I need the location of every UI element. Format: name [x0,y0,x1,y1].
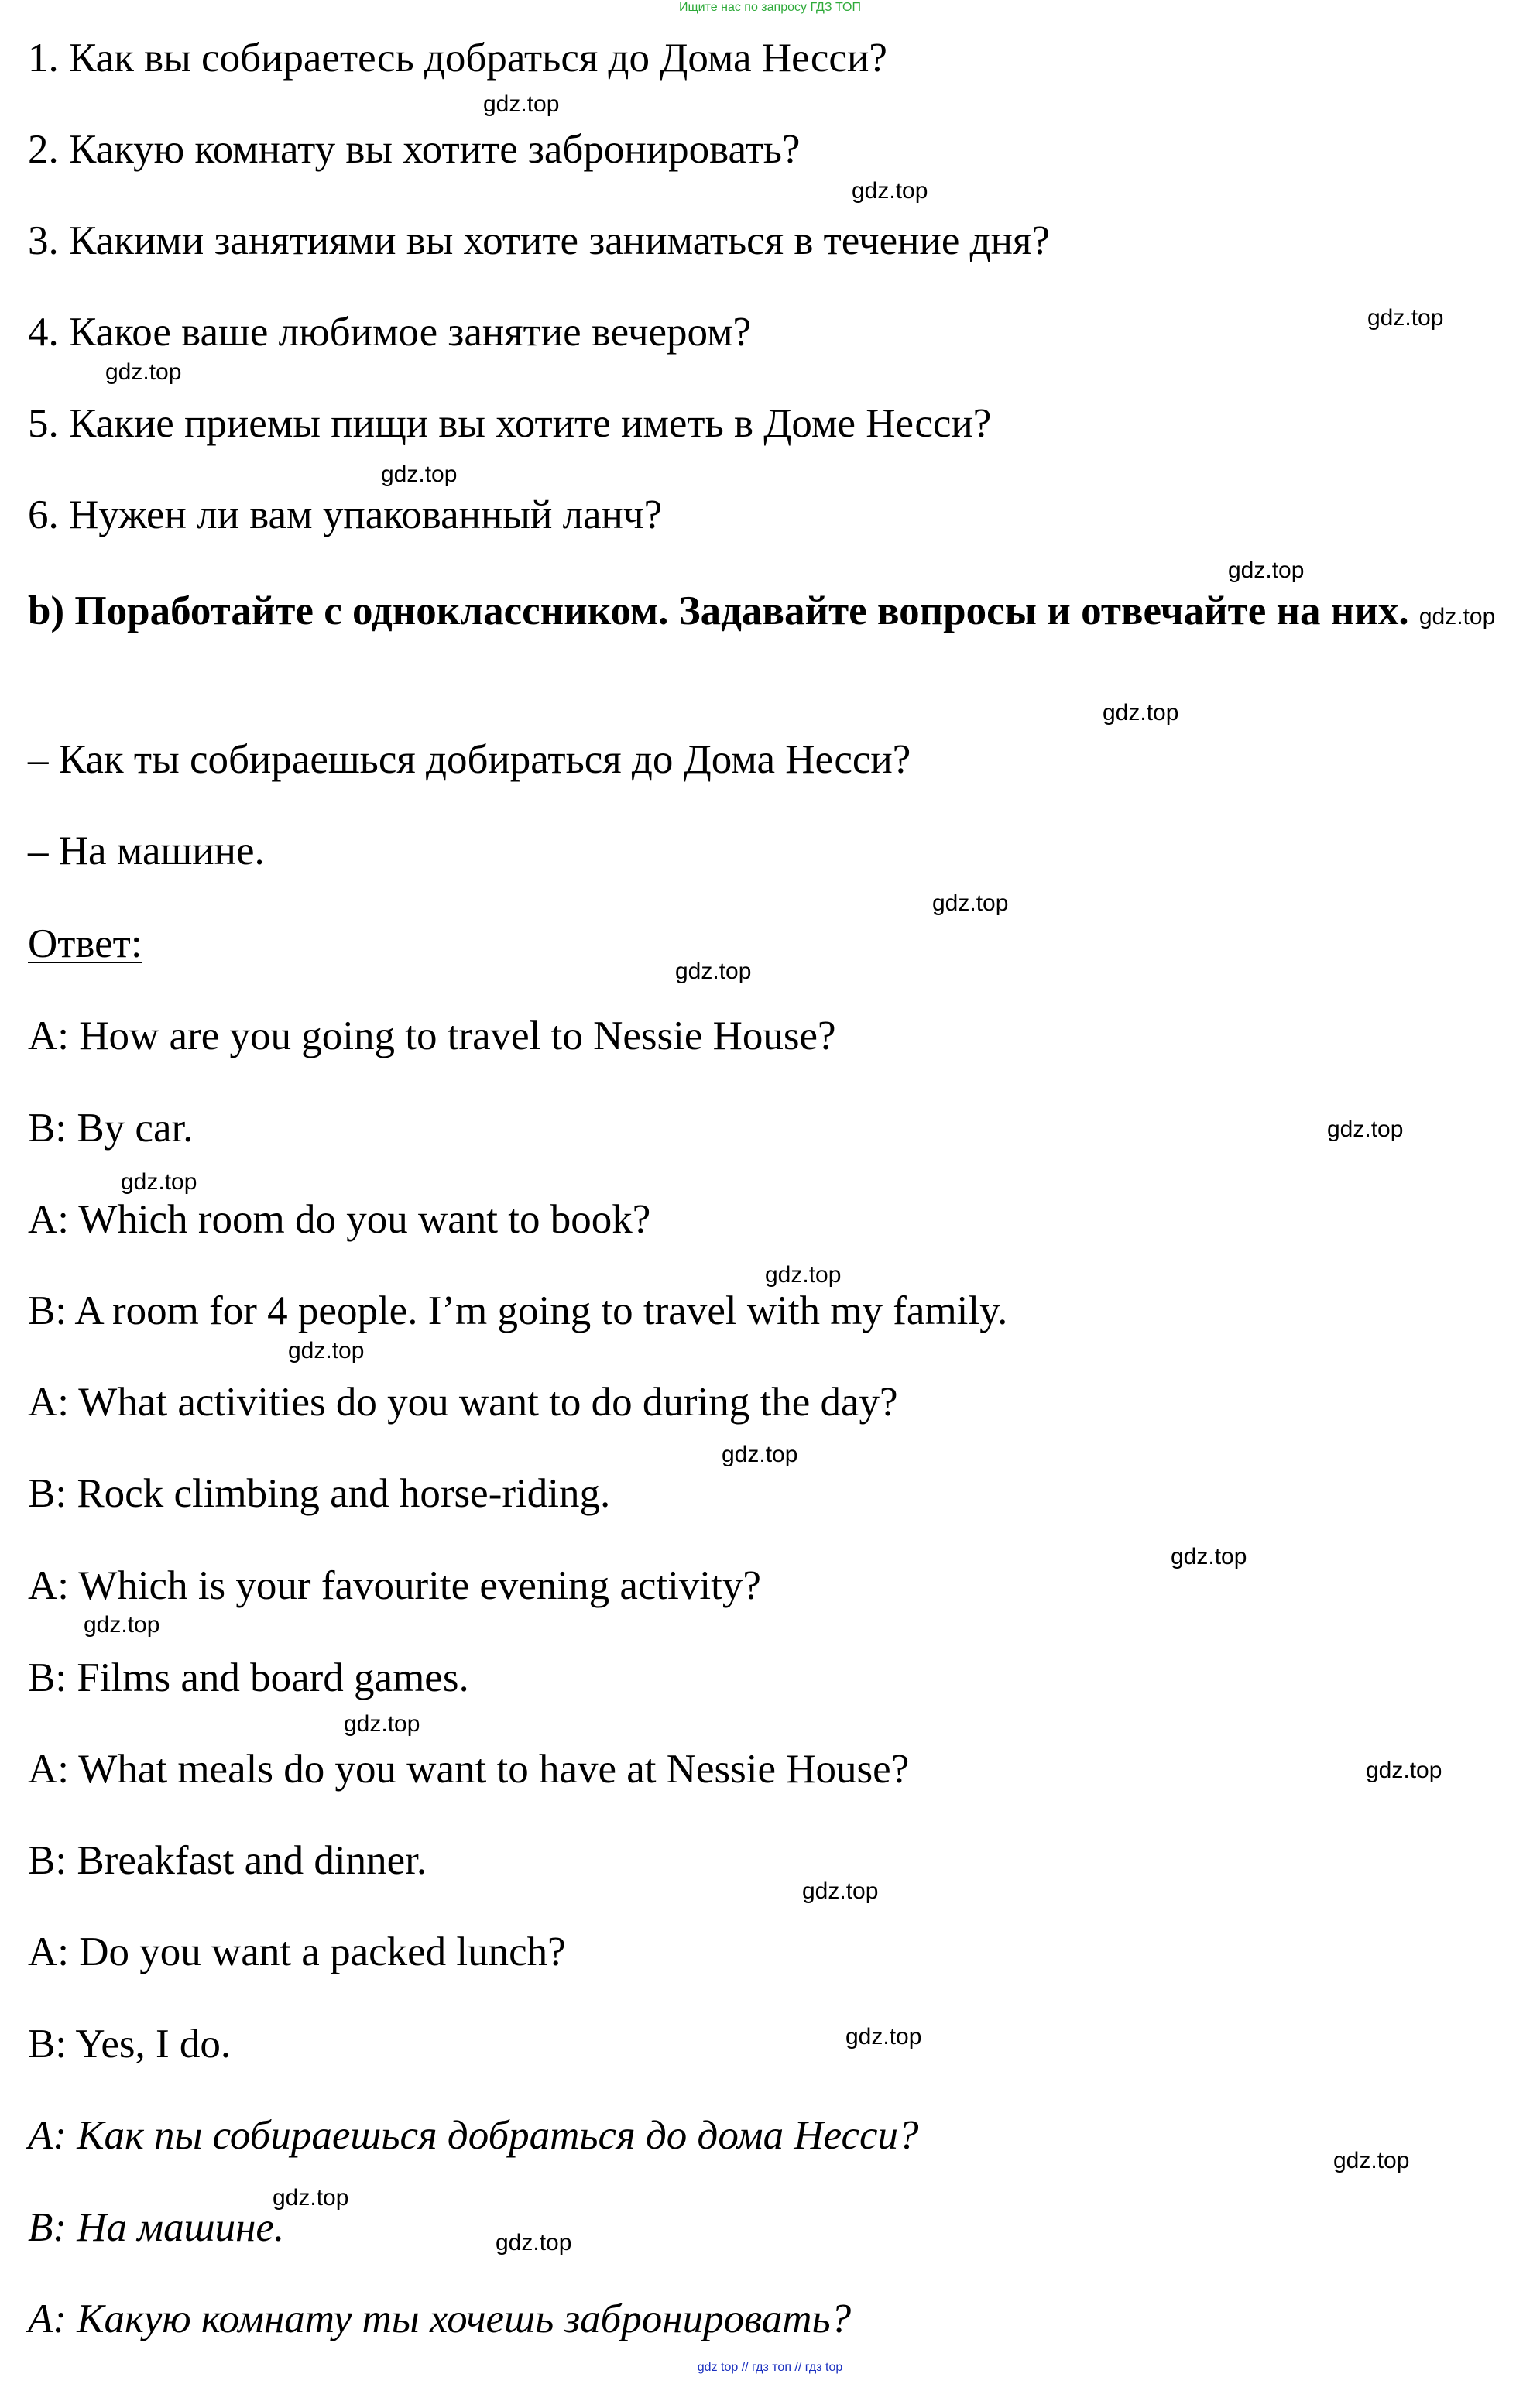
question-4: 4. Какое ваше любимое занятие вечером? [28,310,752,355]
watermark: gdz.top [802,1878,879,1904]
question-2: 2. Какую комнату вы хотите забронировать? [28,127,801,172]
dialogue-en-7: A: Which is your favourite evening activity? [28,1563,761,1608]
question-3: 3. Какими занятиями вы хотите заниматься в течение дня? [28,218,1050,263]
bottom-promo-note: gdz top // гдз топ // гдз top [697,2361,843,2374]
watermark: gdz.top [105,359,182,385]
dialogue-en-2: B: By car. [28,1106,194,1151]
example-question: – Как ты собираешься добираться до Дома Несси? [28,737,911,782]
dialogue-en-5: A: What activities do you want to do during the day? [28,1380,898,1425]
watermark: gdz.top [675,959,752,984]
dialogue-en-11: A: Do you want a packed lunch? [28,1929,566,1974]
watermark: gdz.top [483,91,560,117]
dialogue-en-1: A: How are you going to travel to Nessie House? [28,1014,836,1058]
watermark: gdz.top [344,1711,420,1737]
watermark: gdz.top [722,1442,798,1467]
watermark: gdz.top [84,1612,160,1638]
watermark: gdz.top [932,890,1009,916]
question-6: 6. Нужен ли вам упакованный ланч? [28,492,663,537]
dialogue-en-3: A: Which room do you want to book? [28,1197,651,1242]
dialogue-ru-2: В: На машине. [28,2205,285,2250]
top-promo-note: Ищите нас по запросу ГДЗ ТОП [679,1,861,14]
watermark: gdz.top [1366,1758,1442,1783]
task-b-heading [28,581,1530,647]
watermark: gdz.top [381,461,458,487]
dialogue-ru-1: А: Как пы собираешься добраться до дома Несси? [28,2113,919,2158]
dialogue-en-9: A: What meals do you want to have at Nessie House? [28,1747,910,1792]
task-b-text: b) Поработайте с одноклассником. Задавайте вопросы и отвечайте на них. [28,588,1409,633]
watermark: gdz.top [852,178,928,204]
answer-label: Ответ: [28,921,142,966]
watermark: gdz.top [1228,557,1305,583]
dialogue-ru-3: А: Какую комнату ты хочешь забронировать? [28,2297,852,2341]
dialogue-en-10: B: Breakfast and dinner. [28,1838,427,1883]
watermark: gdz.top [1333,2148,1410,2173]
watermark: gdz.top [1171,1544,1247,1569]
watermark: gdz.top [1103,700,1179,725]
dialogue-en-8: B: Films and board games. [28,1655,469,1700]
watermark: gdz.top [121,1169,197,1195]
dialogue-en-12: B: Yes, I do. [28,2022,232,2067]
question-5: 5. Какие приемы пищи вы хотите иметь в Доме Несси? [28,401,992,446]
watermark-inline: gdz.top [1418,604,1496,629]
watermark: gdz.top [496,2230,572,2255]
example-answer: – На машине. [28,828,265,873]
dialogue-en-4: B: A room for 4 people. I’m going to travel with my family. [28,1288,1008,1333]
watermark: gdz.top [273,2185,349,2211]
watermark: gdz.top [845,2024,922,2050]
watermark: gdz.top [765,1262,842,1288]
watermark: gdz.top [1367,305,1444,331]
dialogue-en-6: B: Rock climbing and horse-riding. [28,1471,611,1516]
watermark: gdz.top [288,1338,365,1364]
question-1: 1. Как вы собираетесь добраться до Дома Несси? [28,36,887,81]
watermark: gdz.top [1327,1117,1404,1142]
